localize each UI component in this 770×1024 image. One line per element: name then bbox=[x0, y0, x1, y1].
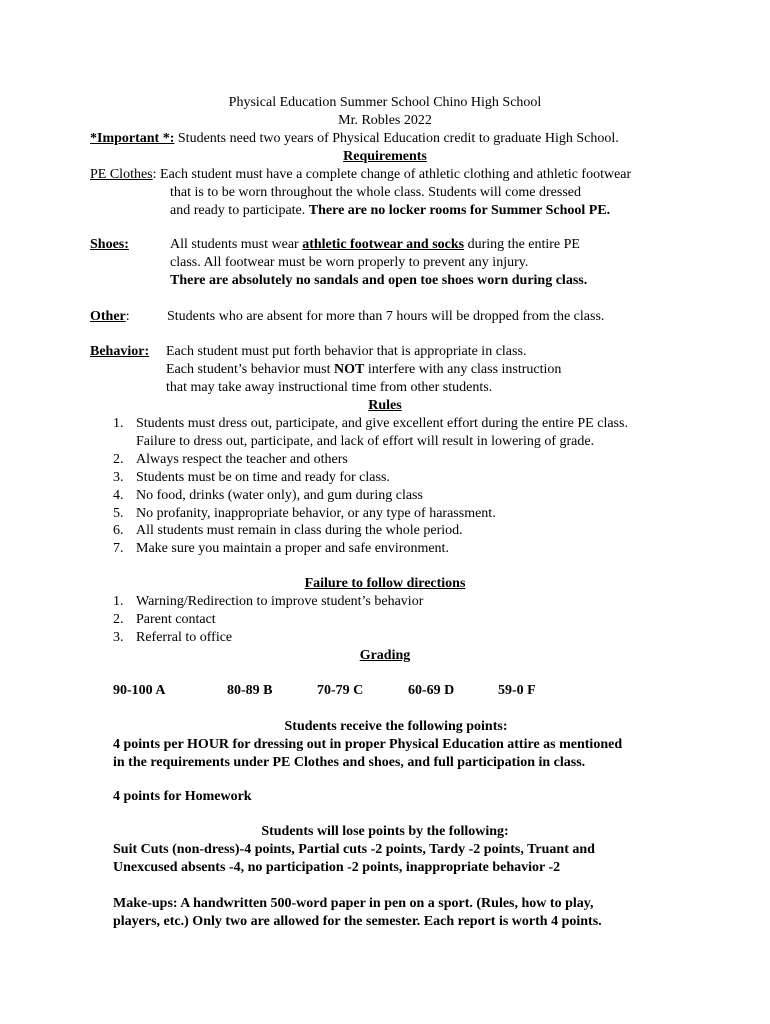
pe-clothes-text1: Each student must have a complete change of athletic clothing and athletic footwear bbox=[156, 167, 632, 182]
shoes-line1 bbox=[170, 236, 580, 254]
list-item-number: 4. bbox=[113, 488, 124, 503]
pe-clothes-no-locker: There are no locker rooms for Summer School PE. bbox=[308, 203, 611, 218]
other-label-wrap bbox=[90, 308, 130, 326]
grade-item: 60-69 D bbox=[408, 683, 455, 698]
list-item-number: 3. bbox=[113, 470, 124, 485]
lose-points-line2: Unexcused absents -4, no participation -2 points, inappropriate behavior -2 bbox=[113, 860, 561, 875]
pe-clothes-label: PE Clothes bbox=[90, 167, 153, 182]
receive-points-line1: 4 points per HOUR for dressing out in proper Physical Education attire as mentioned bbox=[113, 737, 623, 752]
list-item: Students must dress out, participate, and give excellent effort during the entire PE class. bbox=[136, 416, 628, 431]
list-item: Referral to office bbox=[136, 630, 233, 645]
important-label: *Important *: bbox=[90, 131, 175, 146]
grade-item: 59-0 F bbox=[498, 683, 536, 698]
behavior-not: NOT bbox=[333, 362, 365, 377]
list-item: Make sure you maintain a proper and safe environment. bbox=[136, 541, 449, 556]
homework-points: 4 points for Homework bbox=[113, 789, 252, 804]
shoes-text-pre: All students must wear bbox=[170, 237, 303, 252]
pe-clothes-line1 bbox=[90, 166, 631, 184]
list-item: No food, drinks (water only), and gum during class bbox=[136, 488, 423, 503]
behavior-text-pre: Each student’s behavior must bbox=[166, 362, 334, 377]
shoes-line3: There are absolutely no sandals and open toe shoes worn during class. bbox=[170, 273, 588, 288]
pe-clothes-line3 bbox=[170, 202, 610, 220]
behavior-line3: that may take away instructional time from other students. bbox=[166, 380, 493, 395]
list-item-number: 5. bbox=[113, 506, 124, 521]
grade-item: 80-89 B bbox=[227, 683, 273, 698]
requirements-heading: Requirements bbox=[343, 149, 427, 164]
behavior-text-post: interfere with any class instruction bbox=[364, 362, 562, 377]
important-note bbox=[90, 130, 619, 148]
grade-item: 90-100 A bbox=[113, 683, 166, 698]
pe-clothes-line2: that is to be worn throughout the whole class. Students will come dressed bbox=[170, 185, 581, 200]
behavior-line1: Each student must put forth behavior that is appropriate in class. bbox=[166, 344, 527, 359]
list-item: Students must be on time and ready for class. bbox=[136, 470, 390, 485]
other-label: Other bbox=[90, 309, 126, 324]
other-text: Students who are absent for more than 7 hours will be dropped from the class. bbox=[167, 309, 605, 324]
document-subtitle: Mr. Robles 2022 bbox=[338, 113, 432, 128]
lose-points-heading: Students will lose points by the following: bbox=[261, 824, 509, 839]
shoes-line2: class. All footwear must be worn properly to prevent any injury. bbox=[170, 255, 529, 270]
document-title: Physical Education Summer School Chino High School bbox=[228, 95, 542, 110]
grade-item: 70-79 C bbox=[317, 683, 364, 698]
list-item: Always respect the teacher and others bbox=[136, 452, 348, 467]
list-item: Parent contact bbox=[136, 612, 216, 627]
shoes-label: Shoes: bbox=[90, 237, 129, 252]
list-item: All students must remain in class during the whole period. bbox=[136, 523, 463, 538]
list-item-number: 3. bbox=[113, 630, 124, 645]
list-item: Failure to dress out, participate, and lack of effort will result in lowering of grade. bbox=[136, 434, 595, 449]
receive-points-line2: in the requirements under PE Clothes and shoes, and full participation in class. bbox=[113, 755, 586, 770]
list-item-number: 6. bbox=[113, 523, 124, 538]
failure-heading: Failure to follow directions bbox=[304, 576, 466, 591]
list-item-number: 1. bbox=[113, 594, 124, 609]
other-colon: : bbox=[125, 309, 130, 324]
list-item-number: 2. bbox=[113, 612, 124, 627]
behavior-line2 bbox=[166, 361, 561, 379]
list-item-number: 1. bbox=[113, 416, 124, 431]
list-item: Warning/Redirection to improve student’s behavior bbox=[136, 594, 424, 609]
pe-clothes-colon: : bbox=[152, 167, 157, 182]
list-item-number: 7. bbox=[113, 541, 124, 556]
pe-clothes-text3: and ready to participate. bbox=[170, 203, 309, 218]
shoes-athletic-footwear: athletic footwear and socks bbox=[302, 237, 465, 252]
shoes-text-post: during the entire PE bbox=[464, 237, 580, 252]
list-item-number: 2. bbox=[113, 452, 124, 467]
list-item: No profanity, inappropriate behavior, or any type of harassment. bbox=[136, 506, 496, 521]
grading-heading: Grading bbox=[359, 648, 411, 663]
receive-points-heading: Students receive the following points: bbox=[284, 719, 508, 734]
behavior-label: Behavior: bbox=[90, 344, 150, 359]
rules-heading: Rules bbox=[368, 398, 402, 413]
makeups-line1: Make-ups: A handwritten 500-word paper in pen on a sport. (Rules, how to play, bbox=[113, 896, 594, 911]
makeups-line2: players, etc.) Only two are allowed for the semester. Each report is worth 4 points. bbox=[113, 914, 602, 929]
important-text: Students need two years of Physical Education credit to graduate High School. bbox=[174, 131, 619, 146]
lose-points-line1: Suit Cuts (non-dress)-4 points, Partial cuts -2 points, Tardy -2 points, Truant and bbox=[113, 842, 595, 857]
